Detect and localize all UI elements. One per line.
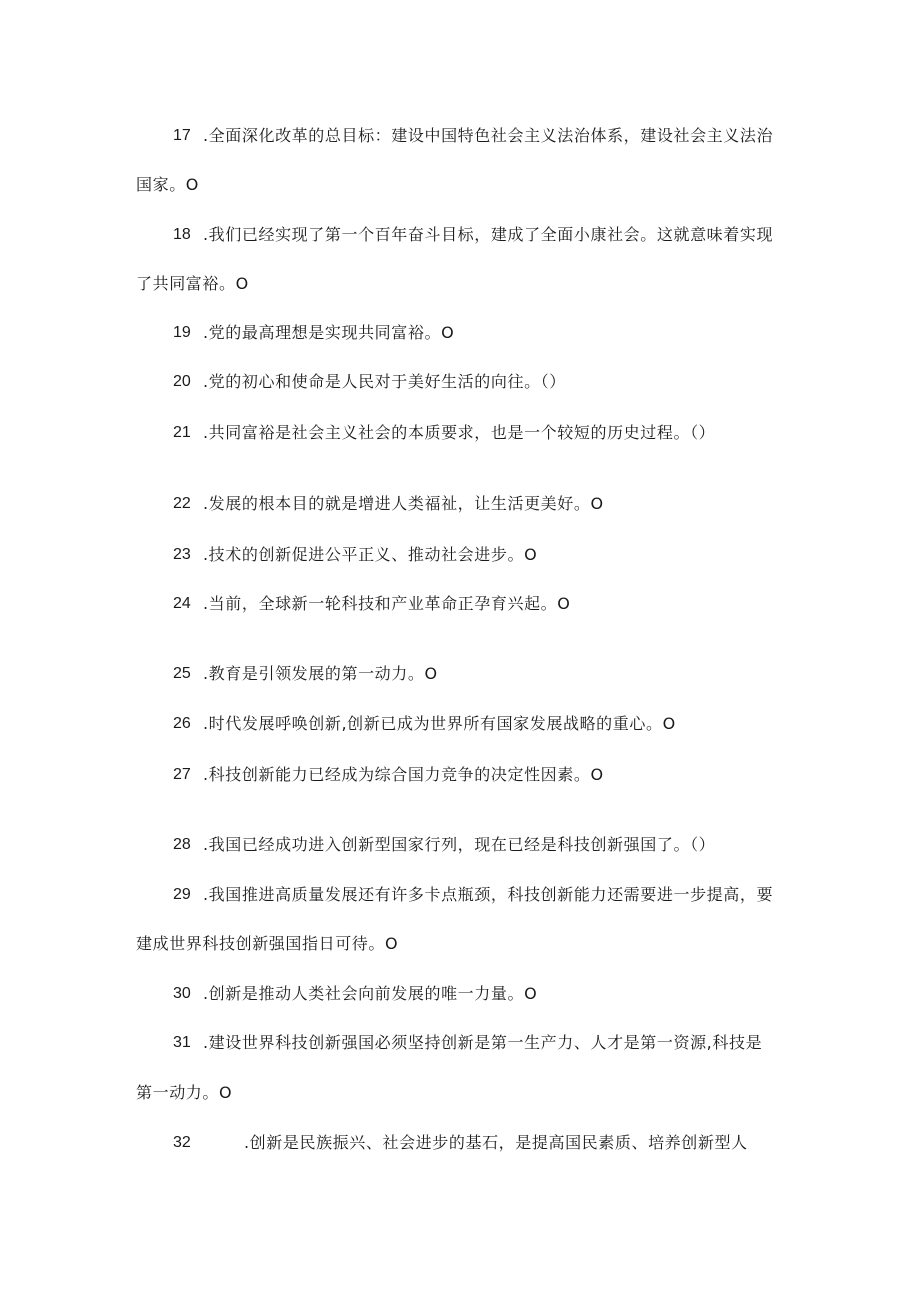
question-text: .全面深化改革的总目标：建设中国特色社会主义法治体系，建设社会主义法治 bbox=[203, 126, 774, 145]
question-number: 31 bbox=[173, 1034, 191, 1051]
question-text-continuation: 第一动力。O bbox=[136, 1083, 233, 1102]
question-text: .时代发展呼唤创新,创新已成为世界所有国家发展战略的重心。O bbox=[203, 714, 676, 733]
question-text: .创新是推动人类社会向前发展的唯一力量。O bbox=[203, 984, 538, 1003]
question-text: .党的初心和使命是人民对于美好生活的向往。（） bbox=[203, 372, 566, 391]
question-text: .共同富裕是社会主义社会的本质要求，也是一个较短的历史过程。（） bbox=[203, 423, 716, 442]
question-text: .教育是引领发展的第一动力。O bbox=[203, 664, 438, 683]
question-number: 23 bbox=[173, 546, 191, 563]
question-text: .我国推进高质量发展还有许多卡点瓶颈，科技创新能力还需要进一步提高，要 bbox=[203, 885, 774, 904]
question-text: .建设世界科技创新强国必须坚持创新是第一生产力、人才是第一资源,科技是 bbox=[203, 1033, 763, 1052]
question-text: .技术的创新促进公平正义、推动社会进步。O bbox=[203, 545, 538, 564]
question-number: 29 bbox=[173, 886, 191, 903]
question-number: 19 bbox=[173, 324, 191, 341]
question-text-continuation: 了共同富裕。O bbox=[136, 274, 249, 293]
question-number: 17 bbox=[173, 127, 191, 144]
question-text: .党的最高理想是实现共同富裕。O bbox=[203, 323, 455, 342]
question-text: .当前，全球新一轮科技和产业革命正孕育兴起。O bbox=[203, 594, 571, 613]
question-text: .我们已经实现了第一个百年奋斗目标，建成了全面小康社会。这就意味着实现 bbox=[203, 225, 774, 244]
question-number: 27 bbox=[173, 766, 191, 783]
question-number: 18 bbox=[173, 226, 191, 243]
question-number: 26 bbox=[173, 715, 191, 732]
question-number: 21 bbox=[173, 424, 191, 441]
question-text: .发展的根本目的就是增进人类福祉，让生活更美好。O bbox=[203, 494, 604, 513]
question-text-continuation: 建成世界科技创新强国指日可待。O bbox=[136, 934, 399, 953]
question-number: 28 bbox=[173, 836, 191, 853]
question-text: .我国已经成功进入创新型国家行列，现在已经是科技创新强国了。（） bbox=[203, 835, 716, 854]
question-text: .创新是民族振兴、社会进步的基石，是提高国民素质、培养创新型人 bbox=[244, 1133, 748, 1152]
question-text: .科技创新能力已经成为综合国力竞争的决定性因素。O bbox=[203, 765, 604, 784]
question-number: 24 bbox=[173, 595, 191, 612]
question-number: 32 bbox=[173, 1134, 191, 1151]
question-number: 20 bbox=[173, 373, 191, 390]
question-number: 30 bbox=[173, 985, 191, 1002]
question-number: 25 bbox=[173, 665, 191, 682]
question-text-continuation: 国家。O bbox=[136, 175, 199, 194]
question-number: 22 bbox=[173, 495, 191, 512]
